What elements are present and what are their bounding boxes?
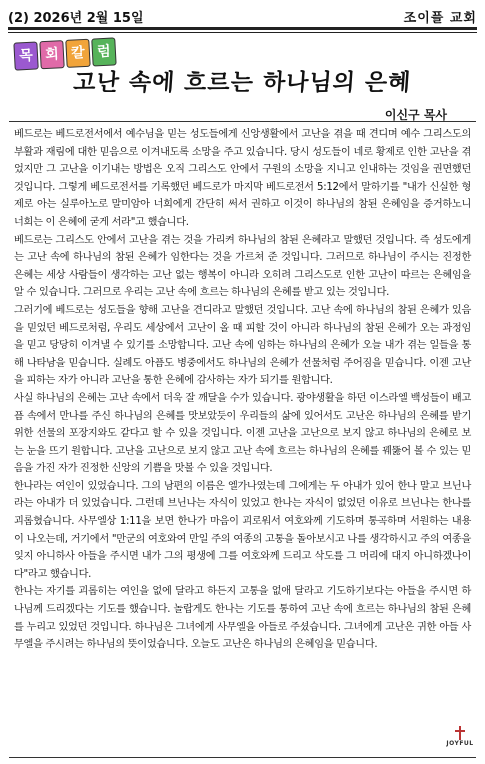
church-logo — [445, 726, 475, 754]
article-body — [14, 126, 471, 654]
page-header — [8, 4, 477, 28]
badge-char-3: 칼 — [65, 39, 90, 68]
church-name-text: 조이플 교회 — [403, 10, 477, 26]
paragraph-4: 사실 하나님의 은혜는 고난 속에서 더욱 잘 깨달을 수가 있습니다. 광야생활을 하던 이스라엘 백성들이 배고픔 속에서 만나를 주신 하나님의 은혜를 맛보았듯이 우리들의 삶에 있어서도 고난은 하나님의 은혜를 받기 위한 선물의 포장지와도 같다고 할 수 있을 것입니다. 이젠 고난을 고난으로 보지 않고 하나님의 은혜로 보는 눈을 뜨기 원합니다. 고난을 고난으로 보지 않고 고난 속에 흐르는 하나님의 은혜를 꿰뚫어 볼 수 있는 믿음을 가진 자가 진정한 신앙의 기쁨을 맛볼 수 있을 것입니다. — [14, 392, 471, 475]
issue-number: (2) — [8, 10, 29, 26]
cross-icon — [453, 726, 467, 740]
church-name — [404, 7, 477, 26]
paragraph-5: 한나라는 여인이 있었습니다. 그의 남편의 이름은 엘가나였는데 그에게는 두 아내가 있어 한나 말고 브닌나라는 아내가 더 있었습니다. 그런데 브닌나는 자식이 있었고 한나는 자식이 없었던 이유로 브닌나는 한나를 괴롭혔습니다. 사무엘상 1:11을 보면 한나가 마음이 괴로워서 여호와께 기도하며 통곡하며 서원하는 내용이 나오는데, 거기에서 "만군의 여호와여 만일 주의 여종의 고통을 돌아보시고 나를 생각하시고 주의 여종을 잊지 아니하사 아들을 주시면 내가 그의 평생에 그를 여호와께 드리고 삭도를 그 머리에 대지 아니하겠나이다"라고 했습니다. — [14, 480, 471, 580]
issue-year: 2026년 — [33, 10, 83, 26]
paragraph-1: 베드로는 베드로전서에서 예수님을 믿는 성도들에게 신앙생활에서 고난을 겪을 때 견디며 예수 그리스도의 부활과 재림에 대한 믿음으로 이겨내도록 소망을 주고 있습니다. 당시 성도들이 네로 황제로 인한 고난을 겪었지만 그 고난을 이기내는 방법은 오직 그리스도 안에서 구원의 소망을 지니고 인내하는 것임을 권면했던 것입니다. 그렇게 베드로전서를 기록했던 베드로가 마지막 베드로전서 5:12에서 말하기를 "내가 신실한 형제로 아는 실루아노로 말미암아 너희에게 간단히 써서 권하고 이것이 하나님의 참된 은혜임을 증거하노니 너희는 이 은혜에 굳게 서라"고 했습니다. — [14, 129, 471, 228]
badge-char-2: 회 — [39, 40, 64, 69]
header-rule-thin — [8, 32, 477, 33]
issue-day: 15일 — [112, 10, 144, 26]
badge-char-4: 럼 — [91, 37, 116, 66]
paragraph-6: 한나는 자기를 괴롭히는 여인을 없에 달라고 하든지 고통을 없애 달라고 기도하기보다는 아들을 주시면 하나님께 드리겠다는 기도를 했습니다. 놀랍게도 한나는 기도를 통하여 고난 속에 흐르는 하나님의 참된 은혜를 누리고 있었던 것입니다. 하나님은 그녀에게 사무엘을 아들로 주셨습니다. 그녀에게 고난은 귀한 아들 사무엘을 주시려는 하나님의 뜻이었습니다. 오늘도 고난은 하나님의 은혜임을 믿습니다. — [14, 586, 471, 651]
issue-date — [8, 7, 144, 26]
issue-month: 2월 — [86, 10, 109, 26]
author-name: 이신구 목사 — [384, 108, 447, 122]
paragraph-2: 베드로는 그리스도 안에서 고난을 겪는 것을 가리켜 하나님의 참된 은혜라고 말했던 것입니다. 즉 성도에게는 고난 속에 하나님의 참된 은혜가 임한다는 것을 가르쳐 준 것입니다. 그러므로 하나님이 주시는 진정한 은혜는 세상 사람들이 생각하는 고난 없는 행복이 아니라 오히려 그리스도로 인한 고난이 따르는 은혜임을 알 수 있습니다. 그러므로 우리는 고난 속에 흐르는 하나님의 은혜를 받고 있는 것입니다. — [14, 234, 471, 299]
column-title: 고난 속에 흐르는 하나님의 은혜 — [72, 69, 413, 96]
paragraph-3: 그러기에 베드로는 성도들을 향해 고난을 견디라고 말했던 것입니다. 고난 속에 하나님의 참된 은혜가 있음을 믿었던 베드로처럼, 우리도 세상에서 고난이 올 때 피할 것이 아니라 하나님의 참된 은혜가 오는 과정임을 믿고 당당히 이겨낼 수 있기를 소망합니다. 고난 속에 임하는 하나님의 은혜가 오늘 내가 겪는 일들을 통해 나타남을 믿습니다. 실례도 아픔도 병중에서도 하나님의 은혜가 선물처럼 주어짐을 믿습니다. 이젠 고난을 피하는 자가 아니라 고난을 통한 은혜에 감사하는 자가 되기를 원합니다. — [14, 304, 471, 387]
logo-text: JOYFUL — [446, 740, 474, 747]
badge-char-1: 목 — [13, 41, 38, 70]
header-rule-thick — [8, 27, 477, 30]
